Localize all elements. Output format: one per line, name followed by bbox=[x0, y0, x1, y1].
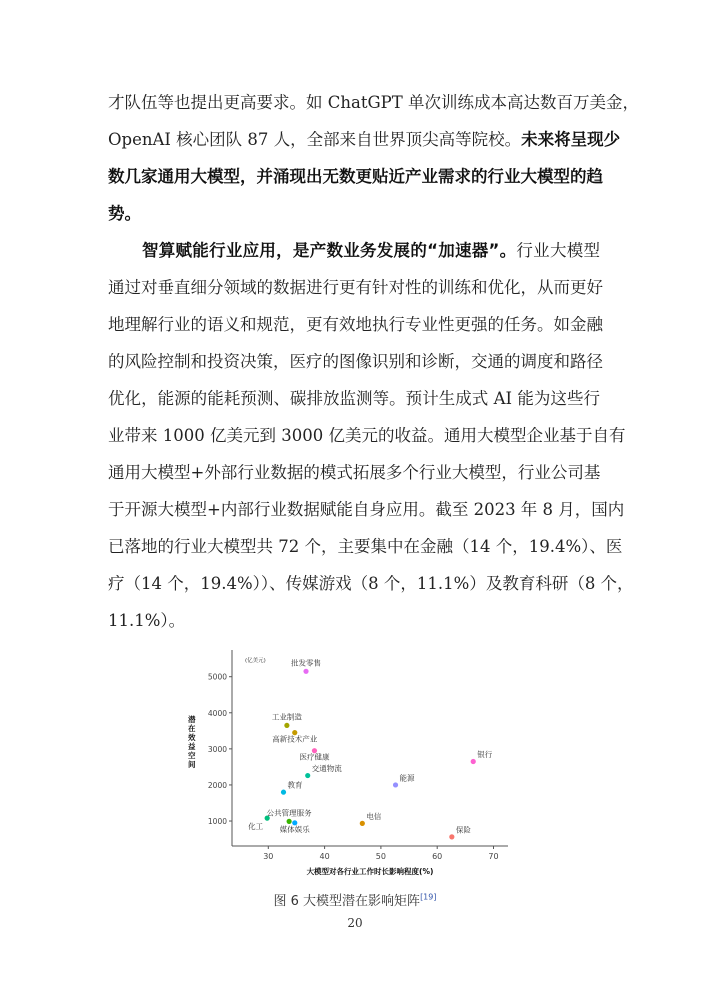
x-tick-label: 40 bbox=[319, 852, 330, 861]
text-line bbox=[108, 388, 600, 410]
bold-text: 未来将呈现少 bbox=[521, 130, 621, 149]
text-line bbox=[108, 499, 625, 521]
data-point-label: 教育 bbox=[287, 780, 303, 790]
text: OpenAI 核心团队 87 人，全部来自世界顶尖高等院校。 bbox=[108, 130, 522, 149]
text: 才队伍等也提出更高要求。如 ChatGPT 单次训练成本高达数百万美金， bbox=[108, 93, 639, 112]
data-point bbox=[360, 821, 365, 826]
text: 的风险控制和投资决策，医疗的图像识别和诊断，交通的调度和路径 bbox=[108, 352, 603, 371]
text: 优化，能源的能耗预测、碳排放监测等。预计生成式 AI 能为这些行 bbox=[108, 389, 600, 408]
x-tick-label: 70 bbox=[488, 852, 499, 861]
data-point-label: 工业制造 bbox=[271, 712, 302, 722]
text-line bbox=[108, 351, 603, 373]
text-line bbox=[108, 203, 600, 225]
text-line bbox=[108, 92, 639, 114]
data-point bbox=[393, 782, 398, 787]
text: 业带来 1000 亿美元到 3000 亿美元的收益。通用大模型企业基于自有 bbox=[108, 426, 626, 445]
x-axis-label: 大模型对各行业工作时长影响程度(%) bbox=[306, 867, 434, 876]
text-line bbox=[108, 166, 603, 188]
data-point bbox=[284, 723, 289, 728]
data-point bbox=[281, 790, 286, 795]
data-point-label: 高新技术产业 bbox=[272, 734, 318, 744]
text-line bbox=[108, 314, 603, 336]
text-line bbox=[108, 277, 603, 299]
figure-caption bbox=[0, 890, 710, 909]
text: 疗（14 个，19.4%））、传媒游戏（8 个，11.1%）及教育科研（8 个， bbox=[108, 574, 634, 593]
y-tick-label: 1000 bbox=[207, 817, 227, 827]
data-point bbox=[303, 669, 308, 674]
y-tick-label: 4000 bbox=[207, 708, 227, 718]
y-tick-label: 5000 bbox=[207, 672, 227, 682]
page-number: 20 bbox=[347, 916, 363, 930]
y-axis-label: 潜在效益空间 bbox=[188, 715, 196, 769]
x-tick-label: 30 bbox=[263, 852, 274, 861]
data-point bbox=[287, 819, 292, 824]
text-line bbox=[108, 425, 626, 447]
data-point-label: 交通物流 bbox=[311, 764, 342, 774]
data-point-label: 化工 bbox=[248, 822, 264, 832]
bold-text: 数几家通用大模型，并涌现出无数更贴近产业需求的行业大模型的趋 bbox=[108, 167, 603, 186]
data-point bbox=[449, 834, 454, 839]
data-point-label: 媒体娱乐 bbox=[279, 824, 310, 834]
data-point-label: 能源 bbox=[399, 773, 415, 783]
data-point bbox=[471, 759, 476, 764]
text-line bbox=[142, 240, 600, 262]
text-line bbox=[108, 536, 623, 558]
caption-text: 图 6 大模型潜在影响矩阵 bbox=[273, 894, 421, 909]
text: 通用大模型+外部行业数据的模式拓展多个行业大模型，行业公司基 bbox=[108, 463, 601, 482]
data-point-label: 批发零售 bbox=[291, 658, 322, 668]
x-tick-label: 50 bbox=[375, 852, 386, 861]
data-point bbox=[305, 773, 310, 778]
data-point-label: 银行 bbox=[477, 749, 493, 759]
y-tick-label: 2000 bbox=[207, 780, 227, 790]
potential-impact-scatter-chart bbox=[185, 640, 525, 882]
text: 11.1%）。 bbox=[108, 611, 186, 630]
text: 于开源大模型+内部行业数据赋能自身应用。截至 2023 年 8 月，国内 bbox=[108, 500, 625, 519]
unit-label: (亿美元) bbox=[245, 658, 266, 664]
bold-text: 势。 bbox=[108, 204, 141, 223]
text: 行业大模型 bbox=[516, 241, 600, 260]
data-point-label: 电信 bbox=[366, 811, 382, 821]
text: 通过对垂直细分领域的数据进行更有针对性的训练和优化，从而更好 bbox=[108, 278, 603, 297]
text: 地理解行业的语义和规范，更有效地执行专业性更强的任务。如金融 bbox=[108, 315, 603, 334]
bold-text: 智算赋能行业应用，是产数业务发展的“加速器”。 bbox=[142, 241, 517, 260]
text-line bbox=[108, 129, 621, 151]
x-tick-label: 60 bbox=[432, 852, 443, 861]
data-point-label: 医疗健康 bbox=[299, 752, 330, 762]
y-tick-label: 3000 bbox=[207, 744, 227, 754]
text-line bbox=[108, 610, 600, 632]
text-line bbox=[108, 573, 634, 595]
data-point-label: 保险 bbox=[455, 825, 471, 835]
text-line bbox=[108, 462, 600, 484]
caption-reference[interactable]: [19] bbox=[420, 892, 437, 902]
text: 已落地的行业大模型共 72 个，主要集中在金融（14 个，19.4%）、医 bbox=[108, 537, 623, 556]
data-point-label: 公共管理服务 bbox=[266, 808, 312, 818]
